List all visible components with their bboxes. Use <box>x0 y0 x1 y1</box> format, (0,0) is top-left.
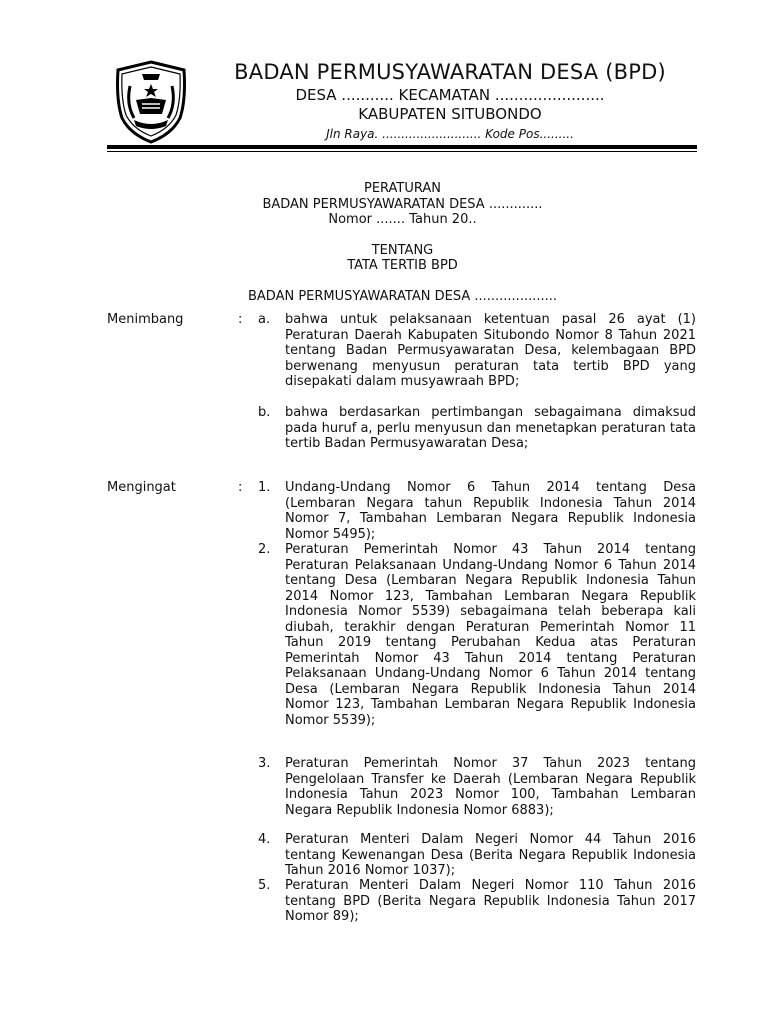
title-peraturan: PERATURAN <box>363 181 442 196</box>
mengingat-item-5: Peraturan Menteri Dalam Negeri Nomor 110 Tahun 2016 tentang BPD (Berita Negara Republik Indonesia Tahun 2017 Nomor 89); <box>285 878 696 924</box>
title-bpd: BADAN PERMUSYAWARATAN DESA ............. <box>262 196 543 212</box>
mengingat-item-4: Peraturan Menteri Dalam Negeri Nomor 44 Tahun 2016 tentang Kewenangan Desa (Berita Negara Republik Indonesia Tahun 2016 Nomor 1037); <box>285 832 696 878</box>
menimbang-item-b: bahwa berdasarkan pertimbangan sebagaimana dimaksud pada huruf a, perlu menyusun dan menetapkan peraturan tata tertib Badan Permusyawaratan Desa; <box>285 405 696 451</box>
menimbang-label: Menimbang <box>107 312 184 327</box>
address-line: Jln Raya. .......................... Kode Pos......... <box>326 127 574 141</box>
menimbang-colon: : <box>238 312 243 327</box>
letterhead-rule-thick <box>107 145 697 149</box>
regulation-title <box>100 181 705 304</box>
organization-name: BADAN PERMUSYAWARATAN DESA (BPD) <box>234 60 666 84</box>
mengingat-item-2-marker: 2. <box>258 542 271 557</box>
mengingat-item-5-marker: 5. <box>258 878 271 893</box>
desa-kecamatan-line: DESA ........... KECAMATAN ....................... <box>295 86 605 104</box>
title-tentang: TENTANG <box>371 242 434 258</box>
mengingat-item-4-marker: 4. <box>258 832 271 847</box>
letterhead <box>200 58 700 143</box>
regency-coat-of-arms-icon <box>112 60 190 144</box>
menimbang-item-a-marker: a. <box>258 312 271 327</box>
title-subject: TATA TERTIB BPD <box>347 258 458 273</box>
mengingat-colon: : <box>238 480 243 495</box>
menimbang-item-a: bahwa untuk pelaksanaan ketentuan pasal 26 ayat (1) Peraturan Daerah Kabupaten Situbondo Nomor 8 Tahun 2021 tentang Badan Permusyawaratan Desa, kelembagaan BPD berwenang menyusun peraturan tata tertib BPD yang disepakati dalam musyawraah BPD; <box>285 312 696 389</box>
mengingat-item-3: Peraturan Pemerintah Nomor 37 Tahun 2023 tentang Pengelolaan Transfer ke Daerah (Lembaran Negara Republik Indonesia Tahun 2023 Nomor 100, Tambahan Lembaran Negara Republik Indonesia Nomor 6883); <box>285 756 696 818</box>
title-nomor: Nomor ....... Tahun 20.. <box>328 212 477 227</box>
mengingat-item-3-marker: 3. <box>258 756 271 771</box>
mengingat-item-2: Peraturan Pemerintah Nomor 43 Tahun 2014 tentang Peraturan Pelaksanaan Undang-Undang Nomor 6 Tahun 2014 tentang Desa (Lembaran Negara Republik Indonesia Tahun 2014 Nomor 123, Tambahan Lembaran Negara Republik Indonesia Nomor 5539) sebagaimana telah beberapa kali diubah, terakhir dengan Peraturan Pemerintah Nomor 11 Tahun 2019 tentang Perubahan Kedua atas Peraturan Pemerintah Nomor 43 Tahun 2014 tentang Peraturan Pelaksanaan Undang-Undang Nomor 6 Tahun 2014 tentang Desa (Lembaran Negara Republik Indonesia Tahun 2014 Nomor 123, Tambahan Lembaran Negara Republik Indonesia Nomor 5539); <box>285 542 696 728</box>
mengingat-label: Mengingat <box>107 480 176 495</box>
kabupaten-line: KABUPATEN SITUBONDO <box>358 105 542 123</box>
mengingat-item-1: Undang-Undang Nomor 6 Tahun 2014 tentang Desa (Lembaran Negara tahun Republik Indonesia Tahun 2014 Nomor 7, Tambahan Lembaran Negara Republik Indonesia Nomor 5495); <box>285 480 696 542</box>
menimbang-item-b-marker: b. <box>258 405 271 420</box>
mengingat-item-1-marker: 1. <box>258 480 271 495</box>
title-issuer: BADAN PERMUSYAWARATAN DESA .................... <box>247 288 558 304</box>
letterhead-rule-thin <box>107 151 697 152</box>
